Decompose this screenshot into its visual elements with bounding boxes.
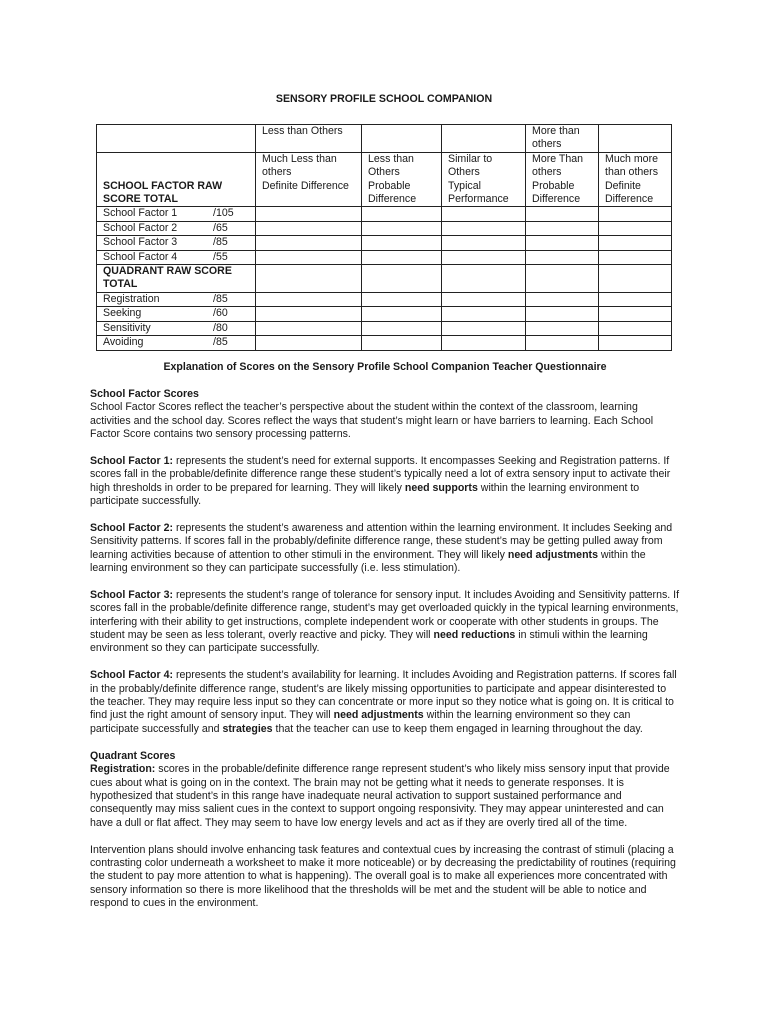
col-diff-2: Probable Difference xyxy=(362,180,442,207)
school-factor-header: SCHOOL FACTOR RAW SCORE TOTAL xyxy=(97,180,256,207)
quadrant-header: QUADRANT RAW SCORE TOTAL xyxy=(97,265,256,293)
row-label: Avoiding xyxy=(103,336,144,349)
explanation-heading: Explanation of Scores on the Sensory Profile School Companion Teacher Questionnaire xyxy=(163,361,607,373)
top-header-less: Less than Others xyxy=(256,125,362,153)
quadrant-scores-heading: Quadrant Scores xyxy=(90,749,176,762)
table-row xyxy=(97,207,672,221)
row-max: /85 xyxy=(213,336,228,349)
col-diff-3: Typical Performance xyxy=(442,180,526,207)
row-max: /60 xyxy=(213,307,228,320)
row-label: School Factor 3 xyxy=(103,236,178,249)
table-row xyxy=(97,336,672,350)
col-label-3: Similar to Others xyxy=(442,152,526,179)
school-factor-4-paragraph: School Factor 4: represents the student’s availability for learning. It includes Avoiding and Registration patterns. If scores fall in the probably/definite difference range, student’s are likely missing opportunities to participate and appear disinterested to the teacher. They may require less input so they can concentrate or more input so they notice what is going on. It is critical to find just the right amount of sensory input. They will need adjustments within the learning environment so they can participate successfully and strategies that the teacher can use to keep them engaged in learning throughout the day. xyxy=(90,669,677,735)
school-factor-1-paragraph: School Factor 1: represents the student’s need for external supports. It encompasses Seeking and Registration patterns. If scores fall in the probable/definite difference range these student’s typically need a lot of extra sensory input to activate their high thresholds in order to be prepared for learning. They will likely need supports within the learning environment to participate successfully. xyxy=(90,454,671,508)
top-header-more: More than others xyxy=(526,125,599,153)
row-max: /85 xyxy=(213,236,228,249)
row-label: School Factor 4 xyxy=(103,250,178,263)
row-label: School Factor 1 xyxy=(103,207,178,220)
table-row xyxy=(97,292,672,306)
row-label: Seeking xyxy=(103,307,142,320)
row-max: /80 xyxy=(213,321,228,334)
col-diff-1: Definite Difference xyxy=(256,180,362,207)
explanation-section xyxy=(90,361,680,924)
row-label: Sensitivity xyxy=(103,321,151,334)
table-row xyxy=(97,321,672,335)
row-max: /105 xyxy=(213,207,234,220)
table-row xyxy=(97,307,672,321)
row-label: School Factor 2 xyxy=(103,221,178,234)
registration-paragraph: Registration: scores in the probable/definite difference range represent student’s who likely miss sensory input that provide cues about what is going on in the context. The brain may not be getting what it needs to generate responses. It is hypothesized that student’s in this range have inadequate neural activation to support sustained performance and consequently may miss salient cues in the context to support ongoing responsivity. They may appear uninterested and can have a dull or flat affect. They may seem to have low energy levels and act as if they are overly tired all of the time. xyxy=(90,763,670,829)
row-max: /55 xyxy=(213,250,228,263)
school-factor-3-paragraph: School Factor 3: represents the student’s range of tolerance for sensory input. It includes Avoiding and Sensitivity patterns. If scores fall in the probable/definite difference range, student’s may get overloaded quickly in the typical learning environments, interfering with their ability to get instructions, complete independent work or cooperate with other students in groups. The student may be seen as less tolerant, overly reactive and picky. They will need reductions in stimuli within the learning environment so they can participate successfully. xyxy=(90,588,680,655)
table-row xyxy=(97,250,672,264)
label-cell xyxy=(97,125,256,153)
col-diff-5: Definite Difference xyxy=(599,180,672,207)
school-scores-intro: School Factor Scores reflect the teacher’s perspective about the student within the context of the classroom, learning activities and the school day. Scores reflect the ways that student’s might learn or have barriers to learning. Each School Factor Score contains two sensory processing patterns. xyxy=(90,401,654,441)
school-factor-2-paragraph: School Factor 2: represents the student’s awareness and attention within the learning environment. It includes Seeking and Sensitivity patterns. If scores fall in the probably/definite difference range, these student’s may be getting pulled away from learning activities because of attention to other stimuli in the environment. They will likely need adjustments within the learning environment so they can participate successfully (i.e. less stimulation). xyxy=(90,521,673,575)
score-table xyxy=(96,124,672,351)
col-label-4: More Than others xyxy=(526,152,599,179)
table-row xyxy=(97,221,672,235)
col-label-5: Much more than others xyxy=(599,152,672,179)
row-max: /85 xyxy=(213,292,228,305)
col-label-1: Much Less than others xyxy=(256,152,362,179)
intervention-paragraph: Intervention plans should involve enhancing task features and contextual cues by increasing the contrast of stimuli (placing a contrasting color underneath a worksheet to make it more noticeable) or by decreasing the predictability of routines (requiring the student to pay more attention to what is happening). The overall goal is to make all experiences more concentrated with sensory information so there is more likelihood that the thresholds will be met and the student will be able to notice and respond to cues in the environment. xyxy=(90,843,676,910)
school-scores-heading: School Factor Scores xyxy=(90,387,199,400)
row-label: Registration xyxy=(103,292,160,305)
col-diff-4: Probable Difference xyxy=(526,180,599,207)
document-title: SENSORY PROFILE SCHOOL COMPANION xyxy=(275,93,493,105)
col-label-2: Less than Others xyxy=(362,152,442,179)
row-max: /65 xyxy=(213,221,228,234)
table-row xyxy=(97,236,672,250)
